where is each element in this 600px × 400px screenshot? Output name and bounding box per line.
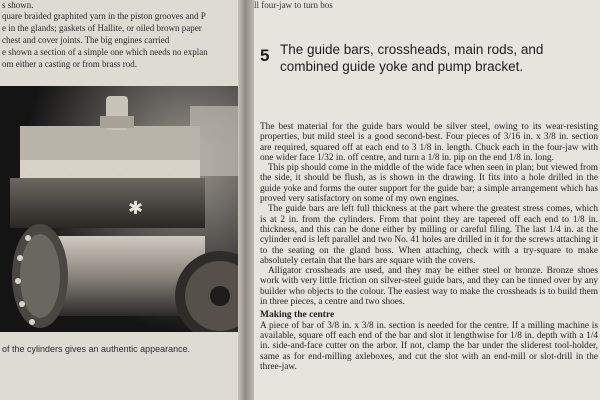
- body-paragraph: The guide bars are left full thickness at the part where the greatest stress comes, which is at 2 in. from the cylinders. From that point they are tapered off each end to 1/8 in. thickness, and this can be done either by milling or careful filing. The last 1/4 in. at the cylinder end is left parallel and two No. 41 holes are drilled in it for the screws attaching it to the seating on the gland boss. When attaching, check with a try-square to make absolutely certain that the bars are square with the covers.: [260, 204, 598, 266]
- body-paragraph: Alligator crossheads are used, and they may be either steel or bronze. Bronze shoes work with very little friction on silver-steel guide bars, and they can be tinned over by any builder who objects to the colour. The easiest way to make the crossheads is to build them in three pieces, a centre and two shoes.: [260, 266, 598, 308]
- left-text-line: e shown a section of a simple one which needs no explan: [2, 47, 208, 57]
- svg-text:✱: ✱: [128, 198, 144, 219]
- cylinder-photo-image: [0, 86, 238, 332]
- photo-caption: of the cylinders gives an authentic appearance.: [2, 344, 191, 354]
- left-page: [0, 0, 238, 400]
- left-text-line: chest and cover joints. The big engines carried: [2, 35, 170, 45]
- left-text-line: om either a casting or from brass rod.: [2, 59, 137, 69]
- left-text-line: e in the glands; gaskets of Hallite, or oiled brown paper: [2, 23, 202, 33]
- section-heading: Making the centre: [260, 310, 335, 321]
- top-snippet: ll four-jaw to turn bos: [254, 0, 333, 10]
- right-page: [254, 0, 600, 400]
- cylinder-photo: [0, 86, 238, 332]
- body-text: [260, 122, 598, 372]
- chapter-title: The guide bars, crossheads, main rods, and combined guide yoke and pump bracket.: [280, 42, 544, 74]
- body-paragraph: This pip should come in the middle of the wide face when seen in plan; but viewed from the side, it should be flush, as is shown in the drawing. It fits into a hole drilled in the guide yoke and forms the outer support for the guide bar; a simple arrangement which has proved very satisfactory on some of my own engines.: [260, 163, 598, 205]
- body-paragraph: A piece of bar of 3/8 in. x 3/8 in. section is needed for the centre. If a milling machine is available, square off each end of the bar and slot it lengthwise for 1/8 in. depth with a 1/4 in. side-and-face cutter on the arbor. If not, clamp the bar under the sliderest tool-holder, same as for end-milling axleboxes, and cut the slot with an end-mill or slot-drill in the three-jaw.: [260, 320, 598, 372]
- book-gutter: [238, 0, 254, 400]
- left-text-line: quare braided graphited yarn in the piston grooves and P: [2, 11, 206, 21]
- body-paragraph: The best material for the guide bars would be silver steel, owing to its wear-resisting properties, but mild steel is a good second-best. Four pieces of 3/16 in. x 3/8 in. section are required, squared off at each end to 3 1/8 in. length. Chuck each in the four-jaw with one wider face 1/32 in. off centre, and turn a 1/8 in. pip on the end 1/8 in. long.: [260, 122, 598, 163]
- left-page-text: [0, 0, 238, 78]
- left-text-line: s shown.: [2, 0, 34, 10]
- chapter-number: 5: [260, 46, 270, 65]
